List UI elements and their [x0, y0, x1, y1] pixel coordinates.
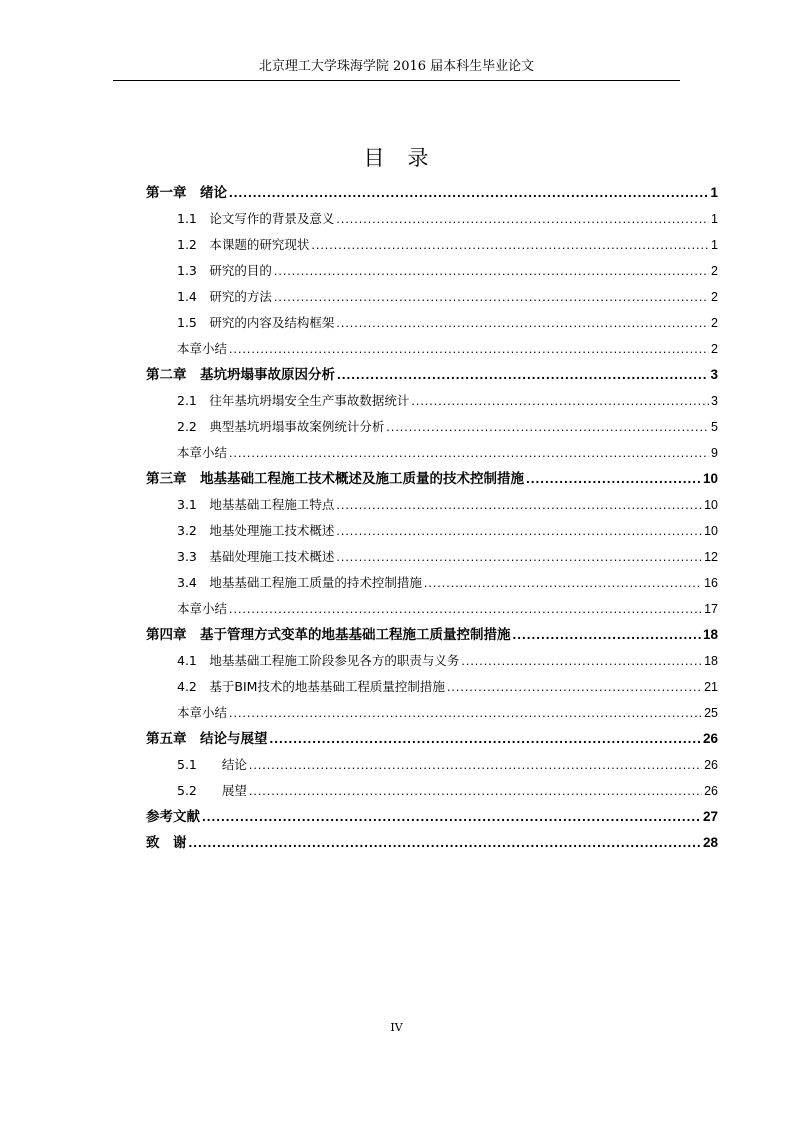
toc-title: 目 录: [363, 146, 430, 170]
toc-entry-page: 3: [711, 394, 718, 408]
toc-section-entry[interactable]: [146, 752, 718, 778]
toc-dot-leader: [336, 518, 702, 544]
toc-entry-page: 1: [711, 238, 718, 252]
toc-section-entry[interactable]: [146, 440, 718, 466]
toc-dot-leader: [189, 830, 701, 856]
toc-entry-page: 5: [711, 420, 718, 434]
toc-section-entry[interactable]: [146, 336, 718, 362]
toc-dot-leader: [229, 700, 702, 726]
toc-chapter-entry[interactable]: [146, 180, 718, 206]
toc-dot-leader: [274, 258, 709, 284]
toc-entry-page: 3: [710, 367, 718, 382]
toc-section-entry[interactable]: [146, 492, 718, 518]
toc-section-entry[interactable]: [146, 206, 718, 232]
toc-section-entry[interactable]: [146, 388, 718, 414]
toc-entry-label: 致 谢: [146, 835, 187, 851]
toc-chapter-entry[interactable]: [146, 362, 718, 388]
toc-entry-label: 本章小结: [177, 601, 228, 616]
toc-section-entry[interactable]: [146, 648, 718, 674]
toc-dot-leader: [411, 388, 709, 414]
toc-entry-page: 10: [704, 498, 718, 512]
toc-dot-leader: [229, 440, 709, 466]
toc-entry-label: 1.2 本课题的研究现状: [177, 237, 310, 252]
toc-entry-page: 12: [704, 550, 718, 564]
toc-chapter-entry[interactable]: [146, 726, 718, 752]
toc-entry-label: 3.4 地基基础工程施工质量的持术控制措施: [177, 575, 422, 590]
toc-entry-page: 26: [704, 784, 718, 798]
toc-chapter-entry[interactable]: [146, 466, 718, 492]
toc-dot-leader: [336, 206, 709, 232]
toc-entry-page: 2: [711, 290, 718, 304]
toc-section-entry[interactable]: [146, 232, 718, 258]
toc-dot-leader: [249, 778, 702, 804]
toc-dot-leader: [513, 622, 701, 648]
table-of-contents: [146, 180, 718, 856]
toc-dot-leader: [447, 674, 702, 700]
toc-entry-page: 27: [702, 809, 718, 824]
toc-section-entry[interactable]: [146, 310, 718, 336]
toc-entry-label: 1.1 论文写作的背景及意义: [177, 211, 335, 226]
toc-section-entry[interactable]: [146, 258, 718, 284]
toc-entry-page: 2: [711, 316, 718, 330]
toc-entry-label: 第一章 绪论: [146, 185, 227, 201]
toc-entry-page: 1: [711, 212, 718, 226]
toc-dot-leader: [249, 752, 702, 778]
toc-dot-leader: [336, 492, 702, 518]
toc-section-entry[interactable]: [146, 544, 718, 570]
toc-dot-leader: [461, 648, 702, 674]
toc-dot-leader: [270, 726, 701, 752]
toc-entry-page: 9: [711, 446, 718, 460]
toc-entry-label: 1.3 研究的目的: [177, 263, 272, 278]
toc-section-entry[interactable]: [146, 596, 718, 622]
toc-section-entry[interactable]: [146, 518, 718, 544]
toc-entry-page: 16: [704, 576, 718, 590]
toc-dot-leader: [229, 180, 708, 206]
toc-entry-label: 本章小结: [177, 445, 228, 460]
toc-entry-label: 5.2 展望: [177, 783, 247, 798]
toc-entry-label: 2.1 往年基坑坍塌安全生产事故数据统计: [177, 393, 410, 408]
toc-entry-label: 1.4 研究的方法: [177, 289, 272, 304]
toc-dot-leader: [424, 570, 702, 596]
toc-section-entry[interactable]: [146, 674, 718, 700]
toc-entry-page: 28: [702, 835, 718, 850]
toc-entry-label: 2.2 典型基坑坍塌事故案例统计分析: [177, 419, 385, 434]
toc-entry-label: 5.1 结论: [177, 757, 247, 772]
toc-entry-page: 10: [704, 524, 718, 538]
toc-entry-label: 4.1 地基基础工程施工阶段参见各方的职责与义务: [177, 653, 460, 668]
toc-entry-page: 2: [711, 264, 718, 278]
toc-dot-leader: [337, 362, 708, 388]
toc-entry-page: 26: [704, 758, 718, 772]
toc-entry-page: 18: [702, 627, 718, 642]
toc-chapter-entry[interactable]: [146, 622, 718, 648]
toc-section-entry[interactable]: [146, 570, 718, 596]
toc-entry-page: 18: [704, 654, 718, 668]
toc-entry-page: 26: [702, 731, 718, 746]
toc-entry-page: 17: [704, 602, 718, 616]
toc-section-entry[interactable]: [146, 284, 718, 310]
toc-section-entry[interactable]: [146, 700, 718, 726]
toc-dot-leader: [202, 804, 701, 830]
header-rule: [113, 80, 680, 81]
toc-entry-label: 参考文献: [146, 809, 200, 825]
toc-dot-leader: [336, 310, 709, 336]
toc-entry-label: 第五章 结论与展望: [146, 731, 268, 747]
toc-entry-label: 3.1 地基基础工程施工特点: [177, 497, 335, 512]
toc-entry-label: 本章小结: [177, 341, 228, 356]
toc-entry-label: 3.3 基础处理施工技术概述: [177, 549, 335, 564]
toc-section-entry[interactable]: [146, 778, 718, 804]
toc-entry-page: 2: [711, 342, 718, 356]
page-number: IV: [390, 1021, 403, 1034]
toc-entry-label: 第三章 地基基础工程施工技术概述及施工质量的技术控制措施: [146, 471, 524, 487]
toc-dot-leader: [386, 414, 709, 440]
toc-entry-page: 25: [704, 706, 718, 720]
toc-entry-label: 第四章 基于管理方式变革的地基基础工程施工质量控制措施: [146, 627, 511, 643]
toc-entry-label: 4.2 基于BIM技术的地基基础工程质量控制措施: [177, 679, 445, 694]
toc-entry-label: 第二章 基坑坍塌事故原因分析: [146, 367, 335, 383]
toc-entry-label: 1.5 研究的内容及结构框架: [177, 315, 335, 330]
toc-dot-leader: [336, 544, 702, 570]
toc-dot-leader: [311, 232, 709, 258]
running-header: 北京理工大学珠海学院 2016 届本科生毕业论文: [258, 59, 535, 74]
toc-dot-leader: [229, 596, 702, 622]
toc-entry-label: 3.2 地基处理施工技术概述: [177, 523, 335, 538]
toc-entry-page: 10: [702, 471, 718, 486]
toc-dot-leader: [229, 336, 709, 362]
toc-entry-label: 本章小结: [177, 705, 228, 720]
toc-entry-page: 21: [704, 680, 718, 694]
toc-chapter-entry[interactable]: [146, 804, 718, 830]
toc-chapter-entry[interactable]: [146, 830, 718, 856]
toc-entry-page: 1: [710, 185, 718, 200]
toc-dot-leader: [274, 284, 709, 310]
toc-dot-leader: [526, 466, 701, 492]
toc-section-entry[interactable]: [146, 414, 718, 440]
